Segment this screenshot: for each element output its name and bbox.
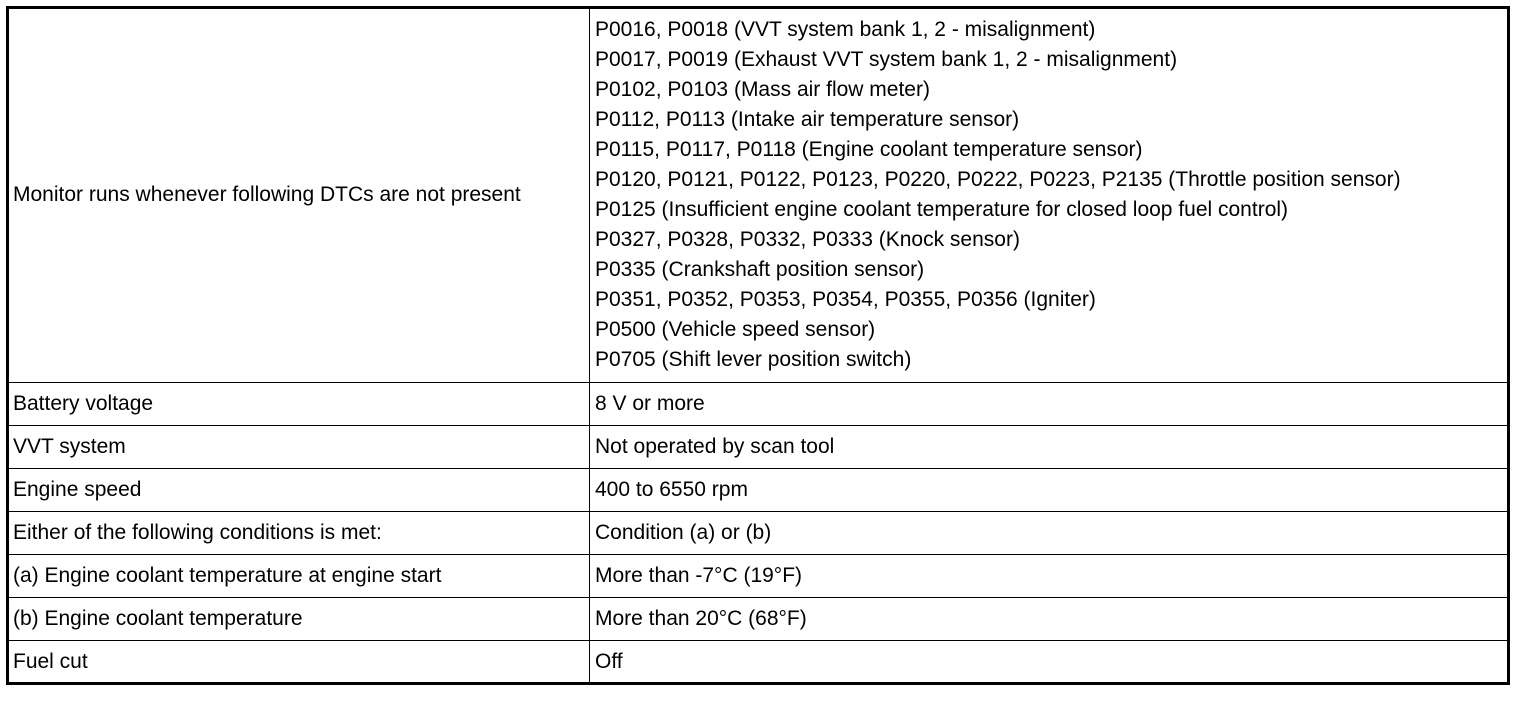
conditions-table	[6, 6, 1510, 685]
row-value-coolant-at-start: More than -7°C (19°F)	[590, 555, 1509, 598]
row-label-battery-voltage: Battery voltage	[8, 383, 590, 426]
row-label-fuel-cut: Fuel cut	[8, 641, 590, 684]
dtc-line: P0335 (Crankshaft position sensor)	[595, 258, 925, 281]
row-value-vvt-system: Not operated by scan tool	[590, 426, 1509, 469]
row-value-engine-speed: 400 to 6550 rpm	[590, 469, 1509, 512]
row-value-fuel-cut: Off	[590, 641, 1509, 684]
row-value-coolant-temp: More than 20°C (68°F)	[590, 598, 1509, 641]
dtc-line: P0115, P0117, P0118 (Engine coolant temperature sensor)	[595, 138, 1143, 161]
row-label-dtc-conditions: Monitor runs whenever following DTCs are not present	[8, 8, 590, 383]
row-value-either-condition: Condition (a) or (b)	[590, 512, 1509, 555]
table-row-coolant-at-start	[8, 555, 1509, 598]
row-label-either-condition: Either of the following conditions is met:	[8, 512, 590, 555]
dtc-line: P0500 (Vehicle speed sensor)	[595, 318, 876, 341]
table-row-engine-speed	[8, 469, 1509, 512]
row-label-vvt-system: VVT system	[8, 426, 590, 469]
dtc-list	[590, 8, 1509, 383]
table-row-coolant-temp	[8, 598, 1509, 641]
dtc-line: P0112, P0113 (Intake air temperature sensor)	[595, 108, 1020, 131]
dtc-line: P0016, P0018 (VVT system bank 1, 2 - misalignment)	[595, 18, 1096, 41]
row-value-battery-voltage: 8 V or more	[590, 383, 1509, 426]
dtc-line: P0125 (Insufficient engine coolant temperature for closed loop fuel control)	[595, 198, 1289, 221]
row-label-coolant-temp: (b) Engine coolant temperature	[8, 598, 590, 641]
row-label-coolant-at-start: (a) Engine coolant temperature at engine start	[8, 555, 590, 598]
dtc-line: P0102, P0103 (Mass air flow meter)	[595, 78, 930, 101]
dtc-line: P0017, P0019 (Exhaust VVT system bank 1, 2 - misalignment)	[595, 48, 1178, 71]
table-row-battery-voltage	[8, 383, 1509, 426]
table-row-dtc-conditions	[8, 8, 1509, 383]
dtc-line: P0120, P0121, P0122, P0123, P0220, P0222, P0223, P2135 (Throttle position sensor)	[595, 168, 1401, 191]
table-row-vvt-system	[8, 426, 1509, 469]
row-label-engine-speed: Engine speed	[8, 469, 590, 512]
dtc-line: P0705 (Shift lever position switch)	[595, 348, 912, 371]
table-row-fuel-cut	[8, 641, 1509, 684]
dtc-line: P0327, P0328, P0332, P0333 (Knock sensor)	[595, 228, 1020, 251]
table-row-either-condition	[8, 512, 1509, 555]
dtc-line: P0351, P0352, P0353, P0354, P0355, P0356 (Igniter)	[595, 288, 1096, 311]
